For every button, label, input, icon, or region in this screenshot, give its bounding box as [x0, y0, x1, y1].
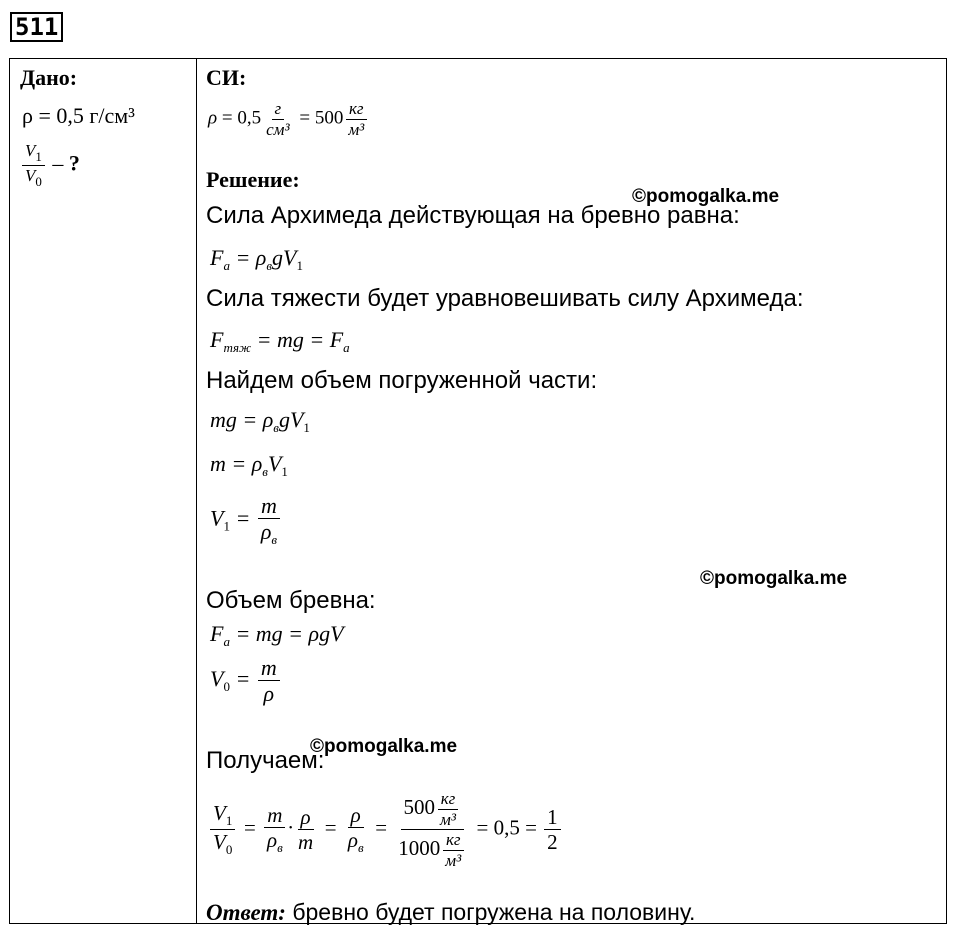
- formula-mg: mg = $\rho_вgV_1$: [210, 407, 310, 435]
- formula-gravity: $F_{тяж}$ = mg = $F_a$: [210, 327, 350, 355]
- solution-table: [9, 58, 947, 924]
- formula-final: $\frac{V_1}{V_0}$ = $\frac{m}{\rho_в}$ · $\frac{\rho}{m}$ = $\frac{\rho}{\rho_в}$ = 500 $\frac{кг}{\text{м³}}$ 1000 $\frac{кг}{\text{м³}}$ = 0,5 = $\frac{1}{2}$: [208, 789, 563, 870]
- solution-line-5: Получаем:: [206, 747, 325, 774]
- problem-number: 511: [10, 12, 63, 42]
- answer-text: бревно будет погружена на половину.: [285, 899, 696, 925]
- solution-line-4: Объем бревна:: [206, 587, 376, 614]
- solution-line-3: Найдем объем погруженной части:: [206, 367, 598, 394]
- solution-line-2: Сила тяжести будет уравновешивать силу Архимеда:: [206, 285, 804, 312]
- si-formula: ρ = 0,5 $\frac{г}{\text{см³}}$ = 500 $\frac{кг}{\text{м³}}$: [208, 99, 369, 139]
- formula-v1: $V_1$ = $\frac{m}{\rho_в}$: [210, 493, 282, 548]
- given-header: Дано:: [20, 65, 78, 90]
- si-header: СИ:: [206, 65, 247, 90]
- watermark-3: ©pomogalka.me: [310, 736, 458, 757]
- watermark-1: ©pomogalka.me: [632, 186, 780, 207]
- column-divider: [196, 59, 197, 923]
- formula-archimedes: $F_a = \rho_вgV_1$: [210, 245, 303, 273]
- formula-log-volume: $F_a$ = mg = ρgV: [210, 621, 344, 649]
- solution-header: Решение:: [206, 167, 300, 192]
- formula-m: $m = \rho_вV_1$: [210, 451, 288, 479]
- answer-label: Ответ:: [206, 900, 286, 925]
- watermark-2: ©pomogalka.me: [700, 568, 848, 589]
- formula-v0: $V_0$ = $\frac{m}{\rho}$: [210, 655, 282, 707]
- answer-line: [206, 899, 695, 926]
- given-question: $\frac{V_1}{V_0}$ – ?: [20, 141, 80, 190]
- given-density: ρ = 0,5 г/см³: [22, 103, 135, 128]
- solution-line-1: Сила Архимеда действующая на бревно равна:: [206, 202, 740, 229]
- question-mark: ?: [68, 150, 80, 176]
